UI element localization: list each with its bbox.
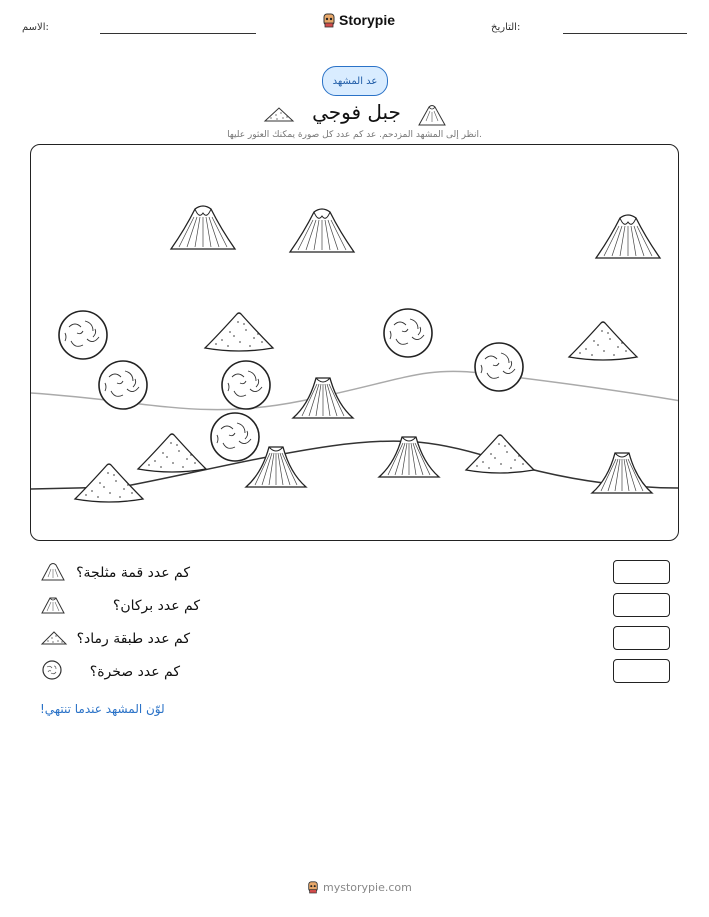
date-line[interactable] (563, 33, 687, 34)
title-row (200, 100, 509, 127)
question-text: كم عدد بركان؟ (112, 598, 200, 614)
rock-icon (384, 309, 432, 357)
question-text: كم عدد طبقة رماد؟ (76, 631, 190, 647)
page-title: جبل فوجي (312, 100, 401, 124)
footer-note: لوّن المشهد عندما تنتهي! (40, 702, 165, 716)
peak-icon (246, 447, 306, 487)
volcano-icon (417, 101, 447, 127)
footer (307, 880, 412, 894)
hill-front (31, 441, 679, 489)
peak-icon (592, 453, 652, 493)
ash-icon (75, 464, 143, 502)
rock-icon (475, 343, 523, 391)
answer-box[interactable] (613, 593, 670, 617)
rock-icon (222, 361, 270, 409)
scene-count-badge: عد المشهد (322, 66, 388, 96)
instructions: انظر إلى المشهد المزدحم. عد كم عدد كل صورة يمكنك العثور عليها. (227, 130, 482, 140)
rock-icon (59, 311, 107, 359)
volcano-icon (290, 209, 354, 252)
question-row (40, 562, 670, 586)
rock-icon (211, 413, 259, 461)
brand-name: Storypie (339, 12, 396, 28)
question-row (40, 661, 670, 685)
storypie-mascot-icon (322, 12, 336, 28)
ash-icon (138, 434, 206, 472)
question-row (40, 595, 670, 619)
ash-icon (569, 322, 637, 360)
brand-logo (322, 12, 395, 28)
storypie-mascot-icon (307, 880, 319, 894)
rock-icon (99, 361, 147, 409)
ash-icon (40, 628, 68, 648)
scene-frame (30, 144, 679, 541)
answer-box[interactable] (613, 659, 670, 683)
question-row (40, 628, 670, 652)
peak-icon (293, 378, 353, 418)
scene-canvas (31, 145, 679, 541)
footer-url: mystorypie.com (323, 880, 412, 894)
answer-box[interactable] (613, 626, 670, 650)
name-line[interactable] (100, 33, 256, 34)
peak-icon (40, 593, 66, 615)
answer-box[interactable] (613, 560, 670, 584)
question-text: كم عدد صخرة؟ (89, 664, 180, 680)
name-label: الاسم: (22, 22, 49, 33)
ash-icon (205, 313, 273, 351)
date-label: التاريخ: (491, 22, 521, 33)
volcano-icon (171, 206, 235, 249)
volcano-icon (40, 560, 66, 582)
volcano-icon (596, 215, 660, 258)
ash-icon (262, 103, 296, 125)
question-text: كم عدد قمة مثلجة؟ (76, 565, 190, 581)
rock-icon (41, 659, 63, 681)
